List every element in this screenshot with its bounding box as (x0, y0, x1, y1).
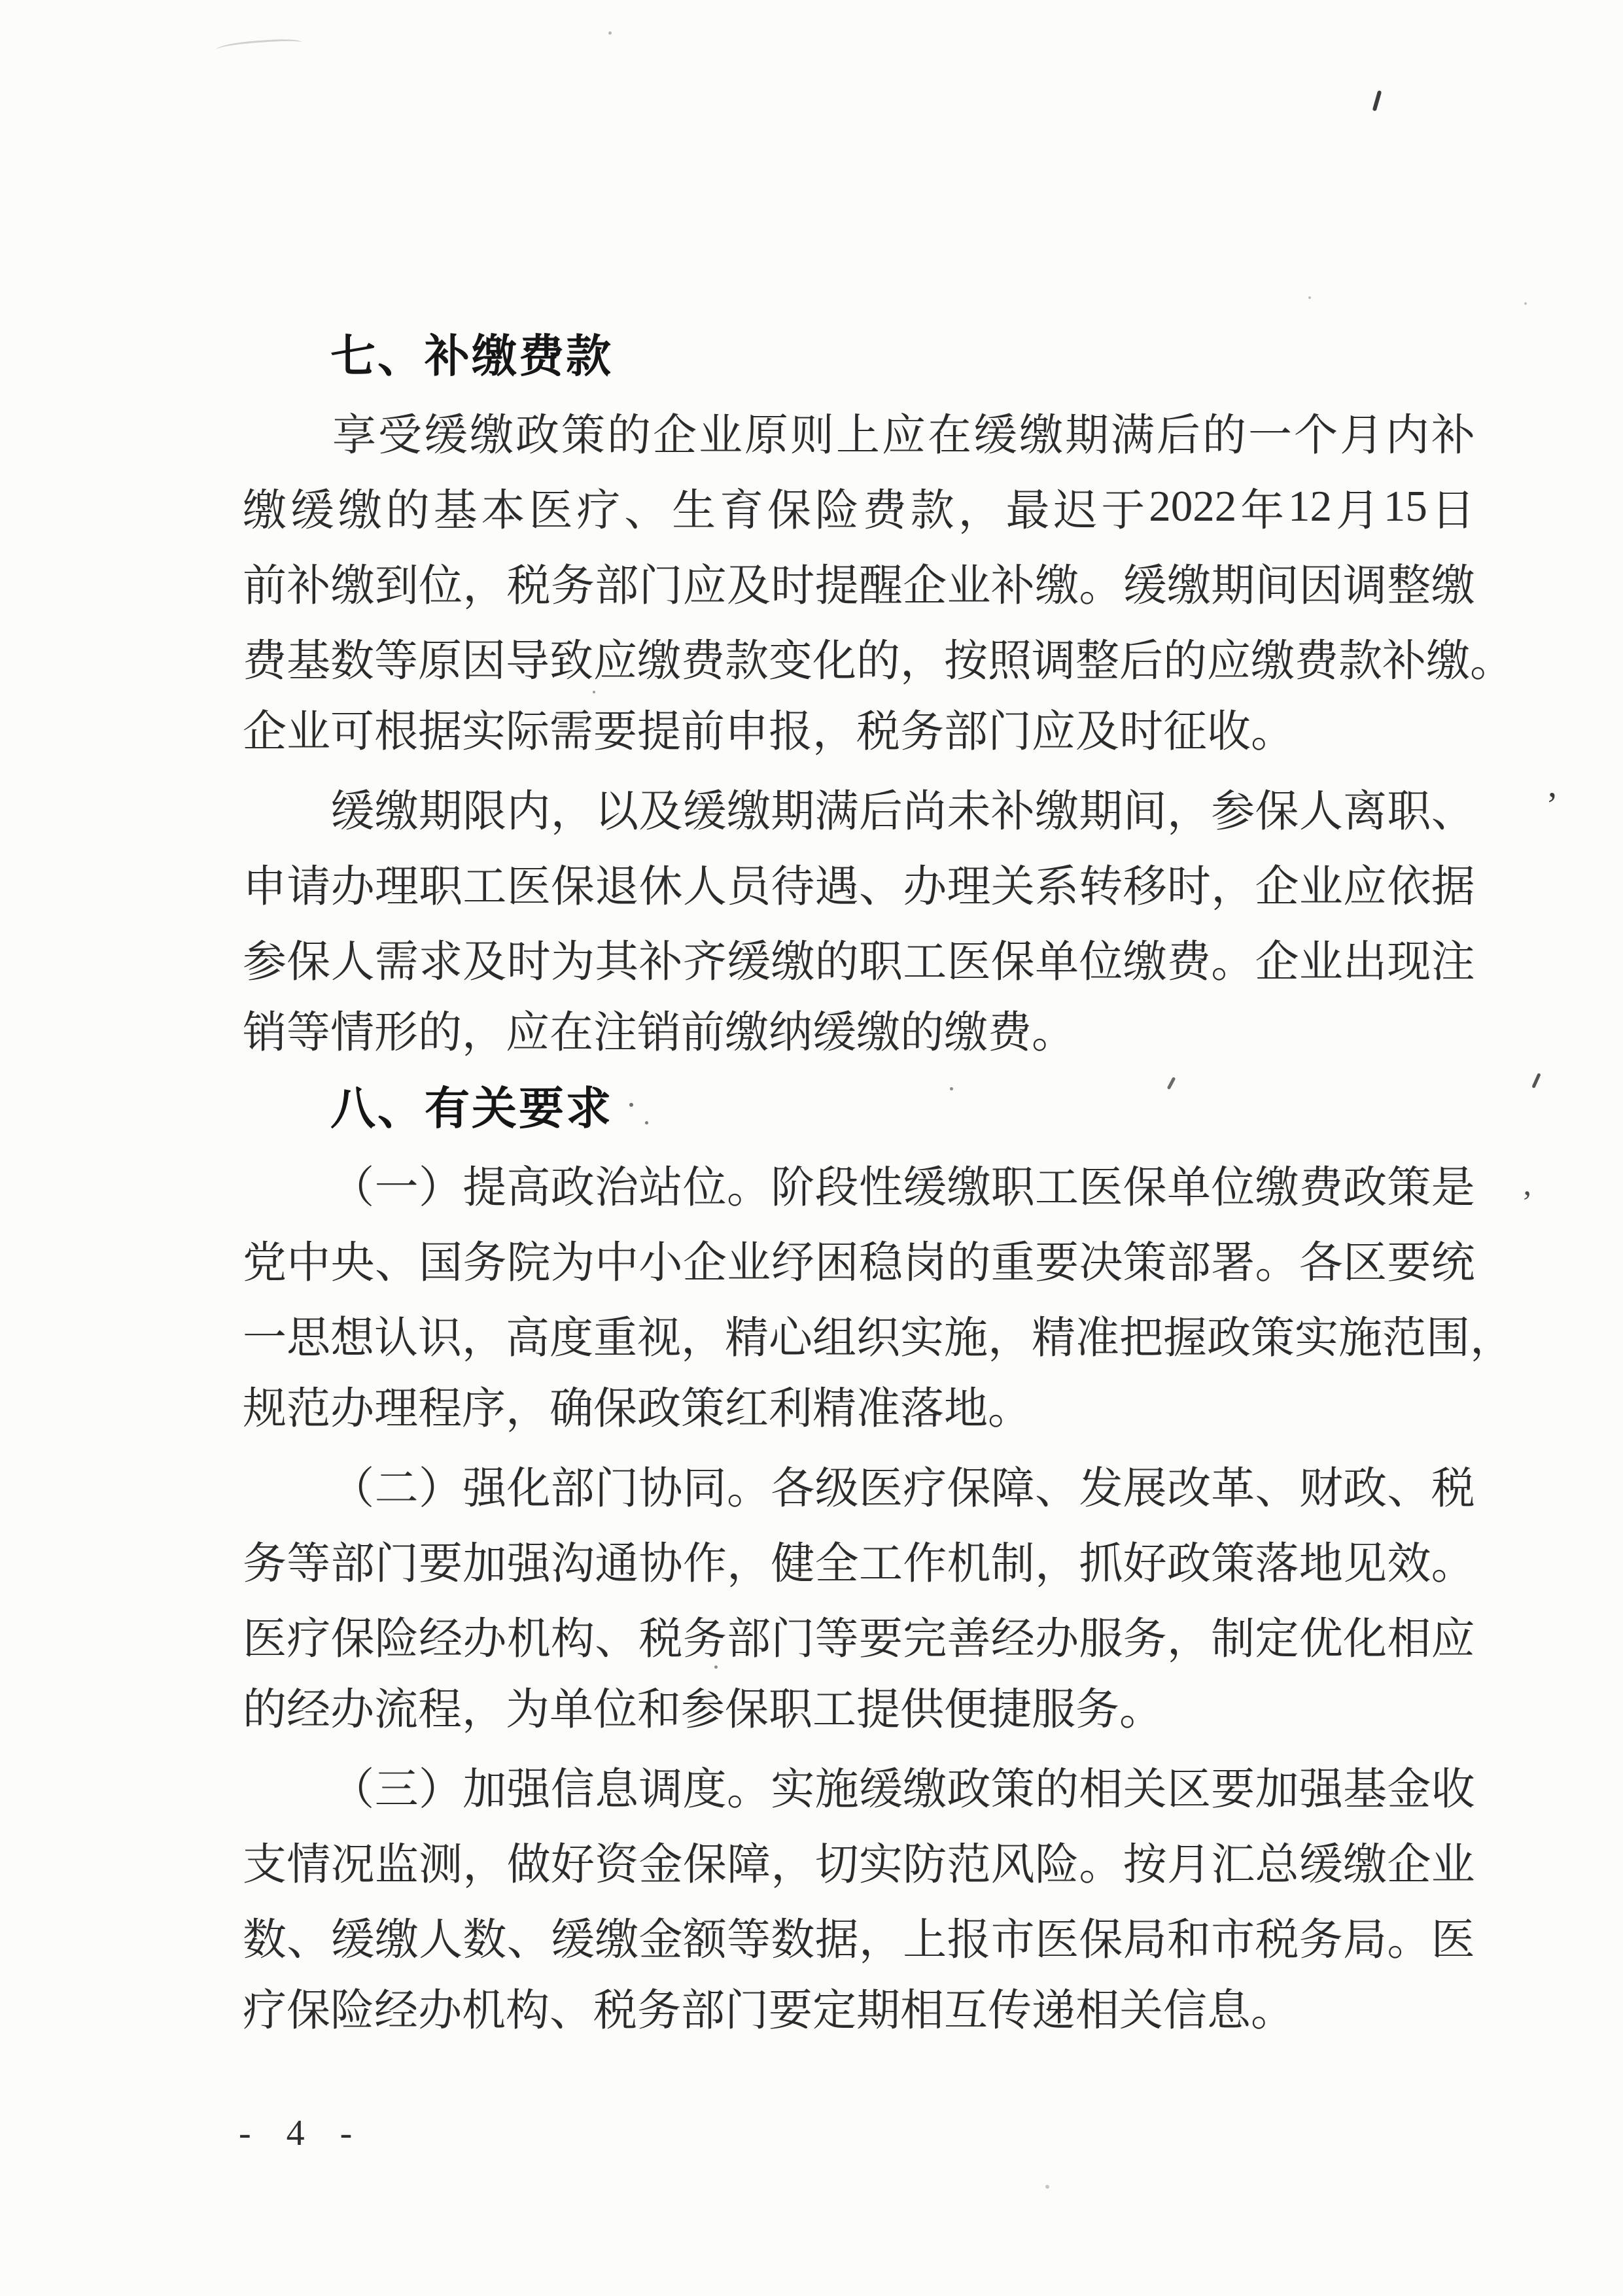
text-line: 缴 缓 缴 的 基 本 医 疗 、 生 育 保 险 费 款 ， 最 迟 于 2022 年 12 月 15 日 (243, 482, 1475, 535)
paragraph-indent (243, 1484, 330, 1485)
text-line: 规范办理程序，确保政策红利精准落地。 (243, 1385, 1032, 1433)
text-line: 疗保险经办机构、税务部门要定期相互传递相关信息。 (243, 1987, 1295, 2035)
text-line: 务 等 部 门 要 加 强 沟 通 协 作 ， 健 全 工 作 机 制 ， 抓 好 政 策 落 地 见 效 。 (243, 1539, 1475, 1588)
scan-artifact-dot (1524, 302, 1527, 305)
scan-artifact-dot (1045, 2185, 1049, 2189)
scan-artifact-tick (1531, 1073, 1541, 1088)
scan-artifact-squiggle (215, 37, 302, 56)
scan-artifact-comma: , (1548, 765, 1557, 805)
paragraph-indent (243, 807, 330, 808)
section-heading: 八、有关要求 (330, 1083, 613, 1134)
text-line: 缓 缴 期 限 内 ， 以 及 缓 缴 期 满 后 尚 未 补 缴 期 间 ， 参 保 人 离 职 、 (243, 770, 1475, 845)
text-line: （ 二 ） 强 化 部 门 协 同 。 各 级 医 疗 保 障 、 发 展 改 革 、 财 政 、 税 (243, 1447, 1475, 1522)
text-line: 一 思 想 认 识 ， 高 度 重 视 ， 精 心 组 织 实 施 ， 精 准 把 握 政 策 实 施 范 围 ， (243, 1313, 1514, 1363)
text-line: 企业可根据实际需要提前申报，税务部门应及时征收。 (243, 708, 1295, 756)
document-content (243, 319, 1514, 2049)
text-line: 参 保 人 需 求 及 时 为 其 补 齐 缓 缴 的 职 工 医 保 单 位 缴 费 。 企 业 出 现 注 (243, 937, 1475, 986)
paragraph-indent (243, 431, 330, 432)
text-line: 数 、 缓 缴 人 数 、 缓 缴 金 额 等 数 据 ， 上 报 市 医 保 局 和 市 税 务 局 。 医 (243, 1915, 1475, 1964)
scan-artifact-tick (1372, 90, 1382, 111)
text-line: 党 中 央 、 国 务 院 为 中 小 企 业 纾 困 稳 岗 的 重 要 决 策 部 署 。 各 区 要 统 (243, 1238, 1475, 1287)
scan-artifact-dot (1308, 296, 1311, 299)
text-line: （ 三 ） 加 强 信 息 调 度 。 实 施 缓 缴 政 策 的 相 关 区 要 加 强 基 金 收 (243, 1748, 1475, 1823)
scan-artifact-apostrophe: ’ (1522, 1183, 1533, 1220)
text-line: 支 情 况 监 测 ， 做 好 资 金 保 障 ， 切 实 防 范 风 险 。 按 月 汇 总 缓 缴 企 业 (243, 1840, 1475, 1889)
text-line: 享 受 缓 缴 政 策 的 企 业 原 则 上 应 在 缓 缴 期 满 后 的 一 个 月 内 补 (243, 394, 1475, 469)
text-line: （ 一 ） 提 高 政 治 站 位 。 阶 段 性 缓 缴 职 工 医 保 单 位 缴 费 政 策 是 (243, 1146, 1475, 1221)
text-line: 销等情形的，应在注销前缴纳缓缴的缴费。 (243, 1009, 1075, 1057)
text-line: 申 请 办 理 职 工 医 保 退 休 人 员 待 遇 、 办 理 关 系 转 移 时 ， 企 业 应 依 据 (243, 862, 1475, 911)
page-number: - 4 - (239, 2113, 366, 2153)
text-line: 医 疗 保 险 经 办 机 构 、 税 务 部 门 等 要 完 善 经 办 服 务 ， 制 定 优 化 相 应 (243, 1614, 1475, 1663)
text-line: 费 基 数 等 原 因 导 致 应 缴 费 款 变 化 的 ， 按 照 调 整 后 的 应 缴 费 款 补 缴 。 (243, 636, 1514, 686)
section-heading: 七、补缴费款 (330, 331, 613, 381)
paragraph-indent (243, 1183, 330, 1184)
text-line: 的经办流程，为单位和参保职工提供便捷服务。 (243, 1686, 1163, 1734)
paragraph-indent (243, 1785, 330, 1786)
text-line: 前 补 缴 到 位 ， 税 务 部 门 应 及 时 提 醒 企 业 补 缴 。 缓 缴 期 间 因 调 整 缴 (243, 561, 1475, 610)
scan-artifact-dot (608, 31, 612, 35)
